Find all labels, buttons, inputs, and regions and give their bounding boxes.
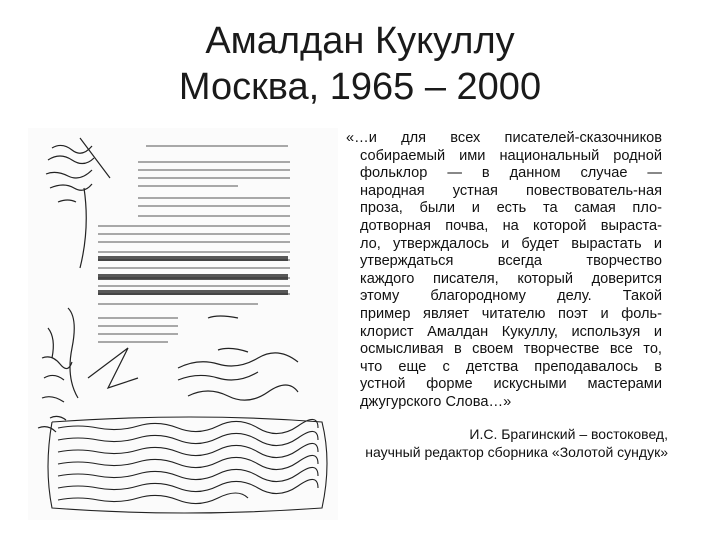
attribution-author: И.С. Брагинский – востоковед, <box>469 426 668 442</box>
quote-line: клорист Амалдан Кукуллу, используя и <box>360 323 662 340</box>
quote-line: каждого писателя, который доверится <box>360 270 662 287</box>
slide-title-line-1: Амалдан Кукуллу <box>205 20 515 62</box>
quote-block <box>346 130 662 412</box>
quote-line: собираемый ими национальный родной <box>360 147 662 164</box>
slide-title-line-2: Москва, 1965 – 2000 <box>178 66 542 108</box>
quote-line: что еще с детства преподавалось в <box>360 358 662 375</box>
quote-attribution <box>346 425 668 461</box>
quote-line: народная устная повествователь-ная <box>360 182 662 199</box>
manuscript-scan-illustration <box>28 128 338 520</box>
quote-line: устной форме искусными мастерами <box>360 376 662 393</box>
attribution-role: научный редактор сборника «Золотой сундук» <box>365 444 668 460</box>
quote-line: джугурского Слова…» <box>360 393 512 410</box>
quote-line: дотворная почва, на которой выраста- <box>360 217 662 234</box>
quote-line: этому благородному делу. Такой <box>360 288 662 305</box>
quote-line: «…и для всех писателей-сказочников <box>346 130 662 146</box>
quote-line: осмысливая в своем творчестве все то, <box>360 341 662 358</box>
slide-title <box>0 18 720 110</box>
manuscript-document-image <box>28 128 338 520</box>
quote-line: фольклор — в данном случае — <box>360 165 662 182</box>
quote-line: ло, утверждалось и будет вырастать и <box>360 235 662 252</box>
quote-line: пример являет читателю поэт и фоль- <box>360 305 662 322</box>
quote-line: утверждаться всегда творчество <box>360 253 662 270</box>
quote-line: проза, были и есть та самая пло- <box>360 200 662 217</box>
